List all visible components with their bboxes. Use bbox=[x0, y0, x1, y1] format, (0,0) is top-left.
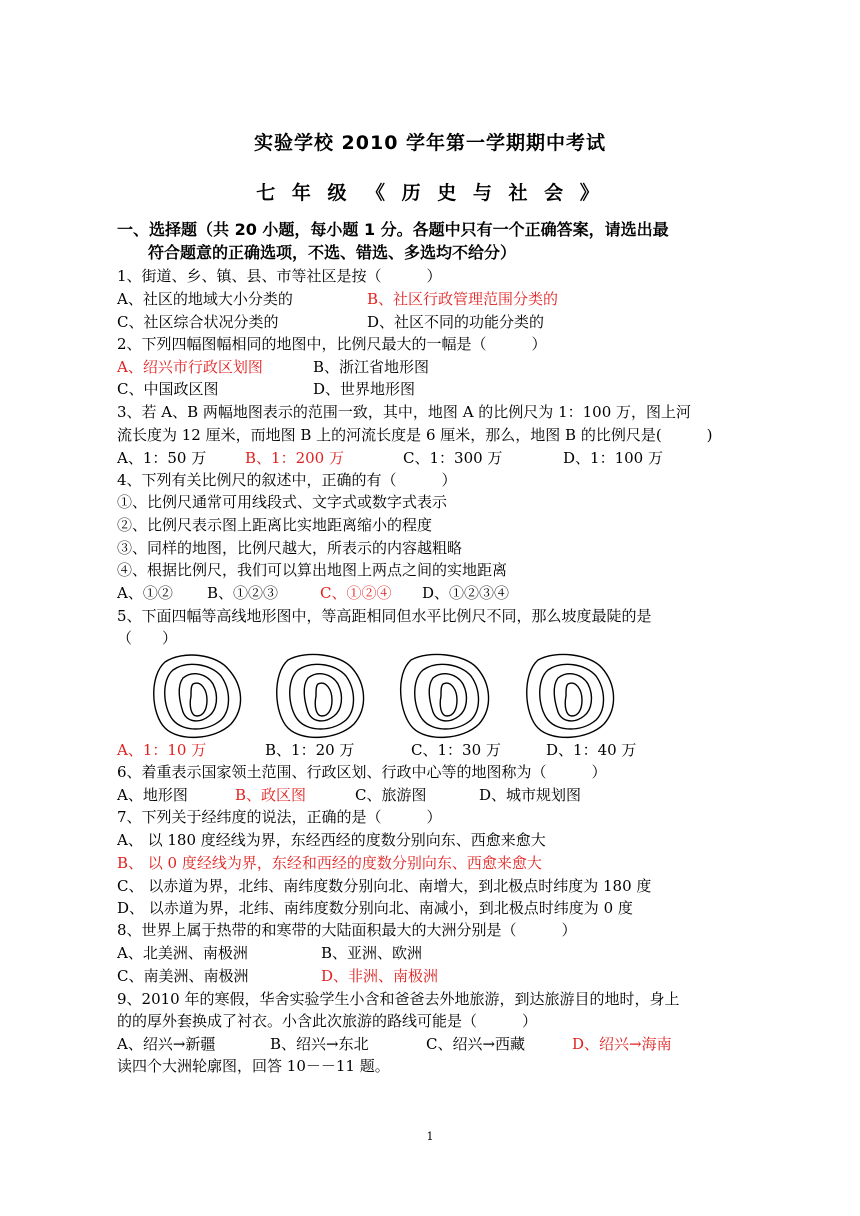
q2-option-d: D、世界地形图 bbox=[313, 380, 416, 398]
exam-title: 实验学校 2010 学年第一学期期中考试 bbox=[253, 132, 607, 154]
q9-option-a: A、绍兴→新疆 bbox=[117, 1035, 216, 1053]
q2-option-b: B、浙江省地形图 bbox=[313, 358, 430, 376]
q4-statement-2: ②、比例尺表示图上距离比实地距离缩小的程度 bbox=[117, 516, 433, 534]
q5-line-2: （ ） bbox=[117, 629, 178, 647]
q4-statement-3: ③、同样的地图，比例尺越大，所表示的内容越粗略 bbox=[117, 539, 463, 557]
q7-option-b: B、 以 0 度经线为界，东经和西经的度数分别向东、西愈来愈大 bbox=[117, 854, 542, 872]
q2-options-row1 bbox=[117, 357, 429, 377]
section-line-2: 符合题意的正确选项，不选、错选、多选均不给分） bbox=[148, 243, 517, 262]
section-line-1: 一、选择题（共 20 小题，每小题 1 分。各题中只有一个正确答案，请选出最 bbox=[117, 220, 669, 239]
read-instruction: 读四个大洲轮廓图，回答 10－－11 题。 bbox=[117, 1057, 390, 1075]
q5-line-1: 5、下面四幅等高线地形图中，等高距相同但水平比例尺不同，那么坡度最陡的是 bbox=[117, 607, 652, 625]
q5-option-d: D、1：40 万 bbox=[546, 741, 637, 759]
contour-map-2 bbox=[277, 654, 364, 737]
q1-option-c: C、社区综合状况分类的 bbox=[117, 313, 279, 331]
q1-options-row2 bbox=[117, 312, 544, 332]
q5-option-a: A、1：10 万 bbox=[117, 741, 207, 759]
q2-stem: 2、下列四幅图幅相同的地图中，比例尺最大的一幅是（ ） bbox=[117, 335, 547, 353]
q8-option-a: A、北美洲、南极洲 bbox=[117, 944, 248, 962]
q9-option-c: C、绍兴→西藏 bbox=[426, 1035, 526, 1053]
q9-option-b: B、绍兴→东北 bbox=[270, 1035, 369, 1053]
q3-line-2: 流长度为 12 厘米，而地图 B 上的河流长度是 6 厘米，那么，地图 B 的比例尺是( ) bbox=[117, 426, 713, 444]
q3-option-a: A、1：50 万 bbox=[117, 449, 207, 467]
q8-option-c: C、南美洲、南极洲 bbox=[117, 967, 249, 985]
q8-option-d: D、非洲、南极洲 bbox=[321, 967, 439, 985]
q7-option-a: A、 以 180 度经线为界，东经西经的度数分别向东、西愈来愈大 bbox=[117, 831, 546, 849]
contour-map-4 bbox=[527, 654, 614, 737]
q9-option-d: D、绍兴→海南 bbox=[572, 1035, 672, 1053]
q6-option-d: D、城市规划图 bbox=[479, 786, 582, 804]
q5-option-c: C、1：30 万 bbox=[411, 741, 501, 759]
page-number: 1 bbox=[426, 1130, 434, 1143]
q7-option-c: C、 以赤道为界，北纬、南纬度数分别向北、南增大，到北极点时纬度为 180 度 bbox=[117, 877, 652, 895]
q8-stem: 8、世界上属于热带的和寒带的大陆面积最大的大洲分别是（ ） bbox=[117, 921, 577, 939]
exam-subtitle: 七 年 级 《 历 史 与 社 会 》 bbox=[256, 182, 604, 204]
q6-option-a: A、地形图 bbox=[117, 786, 188, 804]
q3-line-1: 3、若 A、B 两幅地图表示的范围一致，其中，地图 A 的比例尺为 1：100 万，图上河 bbox=[117, 403, 692, 421]
q4-statement-4: ④、根据比例尺，我们可以算出地图上两点之间的实地距离 bbox=[117, 561, 508, 579]
q6-option-b: B、政区图 bbox=[235, 786, 307, 804]
q7-option-d: D、 以赤道为界，北纬、南纬度数分别向北、南减小，到北极点时纬度为 0 度 bbox=[117, 899, 633, 917]
q5-options bbox=[117, 740, 636, 760]
section-heading bbox=[117, 218, 757, 264]
q9-options bbox=[117, 1034, 672, 1054]
q4-option-c: C、①②④ bbox=[320, 584, 392, 602]
q1-stem: 1、街道、乡、镇、县、市等社区是按（ ） bbox=[117, 267, 442, 285]
q1-option-a: A、社区的地域大小分类的 bbox=[117, 290, 293, 308]
q8-options-row1 bbox=[117, 943, 422, 963]
q3-options bbox=[117, 448, 663, 468]
q8-options-row2 bbox=[117, 966, 438, 986]
q5-option-b: B、1：20 万 bbox=[265, 741, 355, 759]
q1-option-b: B、社区行政管理范围分类的 bbox=[367, 290, 559, 308]
q9-line-2: 的的厚外套换成了衬衣。小含此次旅游的路线可能是（ ） bbox=[117, 1012, 538, 1030]
q3-option-c: C、1：300 万 bbox=[403, 449, 503, 467]
q4-option-b: B、①②③ bbox=[207, 584, 279, 602]
q7-stem: 7、下列关于经纬度的说法，正确的是（ ） bbox=[117, 808, 442, 826]
q6-option-c: C、旅游图 bbox=[355, 786, 427, 804]
q1-options-row1 bbox=[117, 289, 558, 309]
q4-statement-1: ①、比例尺通常可用线段式、文字式或数字式表示 bbox=[117, 493, 448, 511]
q8-option-b: B、亚洲、欧洲 bbox=[321, 944, 423, 962]
q2-option-a: A、绍兴市行政区划图 bbox=[117, 358, 263, 376]
q1-option-d: D、社区不同的功能分类的 bbox=[367, 313, 545, 331]
q9-line-1: 9、2010 年的寒假，华舍实验学生小含和爸爸去外地旅游，到达旅游目的地时，身上 bbox=[117, 990, 680, 1008]
contour-map-1 bbox=[154, 655, 241, 737]
q4-option-a: A、①② bbox=[117, 584, 173, 602]
q2-option-c: C、中国政区图 bbox=[117, 380, 219, 398]
q3-option-d: D、1：100 万 bbox=[563, 449, 663, 467]
q4-options bbox=[117, 583, 509, 603]
q4-option-d: D、①②③④ bbox=[422, 584, 510, 602]
q6-stem: 6、着重表示国家领土范围、行政区划、行政中心等的地图称为（ ） bbox=[117, 763, 607, 781]
q4-stem: 4、下列有关比例尺的叙述中，正确的有（ ） bbox=[117, 471, 457, 489]
contour-maps-figure bbox=[145, 648, 625, 743]
q3-option-b: B、1：200 万 bbox=[245, 449, 344, 467]
q6-options bbox=[117, 785, 581, 805]
q2-options-row2 bbox=[117, 379, 415, 399]
contour-map-3 bbox=[401, 654, 489, 737]
